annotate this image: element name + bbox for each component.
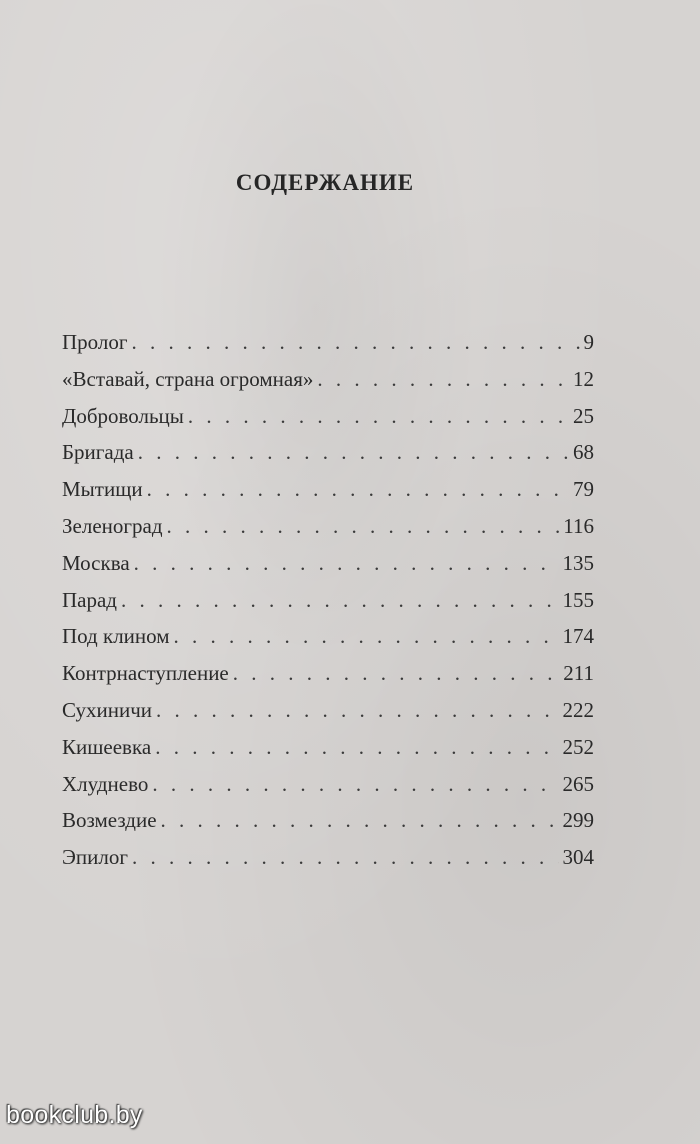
toc-entry-page: 9 [583, 330, 594, 354]
toc-entry-page: 79 [573, 477, 594, 502]
dot-leader [134, 551, 559, 576]
toc-entry [62, 404, 594, 441]
toc-entry-title: Мытищи [62, 477, 143, 502]
dot-leader [152, 772, 558, 797]
toc-entry [62, 588, 594, 625]
toc-entry [62, 735, 594, 772]
toc-entry-page: 135 [562, 550, 594, 575]
toc-entry [62, 845, 594, 882]
dot-leader [233, 661, 560, 686]
toc-entry-page: 174 [562, 624, 594, 649]
watermark: bookclub.by [6, 1101, 143, 1129]
toc-entry-title: Добровольцы [62, 403, 184, 428]
toc-entry [62, 477, 594, 514]
toc-entry-title: Сухиничи [62, 697, 152, 722]
toc-entry-title: Кишеевка [62, 734, 152, 759]
toc-entry [62, 551, 594, 588]
dot-leader [138, 440, 569, 465]
toc-entry-page: 304 [562, 845, 594, 870]
toc-entry-page: 252 [562, 734, 594, 759]
toc-entry-page: 222 [562, 697, 594, 722]
toc-entry-title: Москва [62, 550, 130, 575]
dot-leader [131, 330, 579, 355]
toc-entry-page: 299 [562, 808, 594, 833]
toc-entry-page: 155 [562, 587, 594, 612]
toc-entry-page: 265 [562, 771, 594, 796]
toc-entry [62, 367, 594, 404]
table-of-contents [62, 330, 594, 882]
page-title: СОДЕРЖАНИЕ [235, 170, 415, 195]
toc-entry [62, 772, 594, 809]
toc-entry-title: Контрнаступление [62, 661, 229, 686]
toc-entry [62, 514, 594, 551]
toc-entry-title: Зеленоград [62, 513, 163, 538]
dot-leader [317, 367, 569, 392]
toc-entry [62, 808, 594, 845]
toc-entry-title: Пролог [62, 330, 128, 354]
toc-entry-page: 25 [573, 403, 594, 428]
toc-entry-page: 12 [573, 366, 594, 391]
toc-entry [62, 330, 594, 367]
toc-entry-title: Эпилог [62, 845, 128, 870]
dot-leader [161, 808, 559, 833]
toc-entry-title: Парад [62, 587, 117, 612]
toc-entry-title: «Вставай, страна огромная» [62, 366, 314, 391]
toc-entry-title: Бригада [62, 440, 134, 465]
dot-leader [121, 588, 559, 613]
toc-entry-title: Под клином [62, 624, 170, 649]
toc-entry-page: 68 [573, 440, 594, 465]
dot-leader [156, 698, 559, 723]
toc-entry [62, 698, 594, 735]
toc-entry [62, 440, 594, 477]
dot-leader [174, 624, 559, 649]
dot-leader [188, 404, 569, 429]
toc-entry-title: Возмездие [62, 808, 157, 833]
dot-leader [155, 735, 558, 760]
dot-leader [132, 845, 559, 870]
dot-leader [167, 514, 560, 539]
toc-entry [62, 661, 594, 698]
toc-entry [62, 624, 594, 661]
toc-entry-page: 211 [563, 661, 594, 686]
dot-leader [147, 477, 569, 502]
toc-entry-page: 116 [563, 513, 594, 538]
toc-entry-title: Хлуднево [62, 771, 149, 796]
